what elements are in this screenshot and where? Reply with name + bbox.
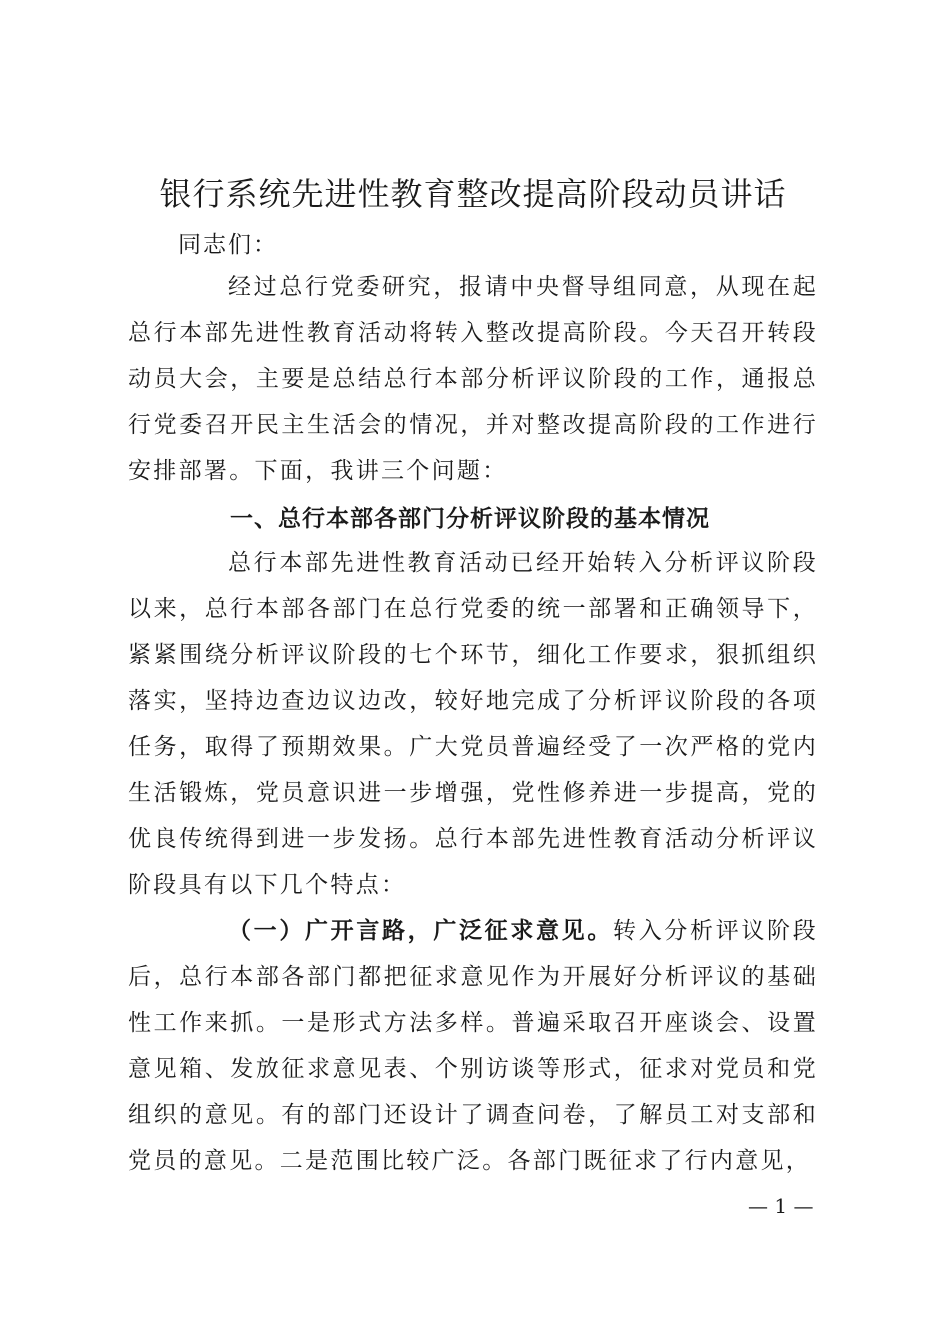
body-paragraph-subsection	[128, 908, 818, 1184]
subsection-text: 转入分析评议阶段后，总行本部各部门都把征求意见作为开展好分析评议的基础性工作来抓。一是形式方法多样。普遍采取召开座谈会、设置意见箱、发放征求意见表、个别访谈等形式，征求对党员和党组织的意见。有的部门还设计了调查问卷，了解员工对支部和党员的意见。二是范围比较广泛。各部门既征求了行内意见，	[128, 918, 819, 1174]
intro-paragraph: 经过总行党委研究，报请中央督导组同意，从现在起总行本部先进性教育活动将转入整改提高阶段。今天召开转段动员大会，主要是总结总行本部分析评议阶段的工作，通报总行党委召开民主生活会的情况，并对整改提高阶段的工作进行安排部署。下面，我讲三个问题：	[128, 274, 818, 484]
greeting: 同志们：	[178, 232, 278, 258]
section-heading: 一、总行本部各部门分析评议阶段的基本情况	[230, 506, 710, 532]
body-paragraph: 总行本部先进性教育活动已经开始转入分析评议阶段以来，总行本部各部门在总行党委的统一部署和正确领导下，紧紧围绕分析评议阶段的七个环节，细化工作要求，狠抓组织落实，坚持边查边议边改，较好地完成了分析评议阶段的各项任务，取得了预期效果。广大党员普遍经受了一次严格的党内生活锻炼，党员意识进一步增强，党性修养进一步提高，党的优良传统得到进一步发扬。总行本部先进性教育活动分析评议阶段具有以下几个特点：	[128, 550, 818, 898]
page-number: — 1 —	[748, 1194, 814, 1218]
document-title: 银行系统先进性教育整改提高阶段动员讲话	[159, 175, 787, 213]
subsection-heading: （一）广开言路，广泛征求意见。	[228, 917, 614, 944]
